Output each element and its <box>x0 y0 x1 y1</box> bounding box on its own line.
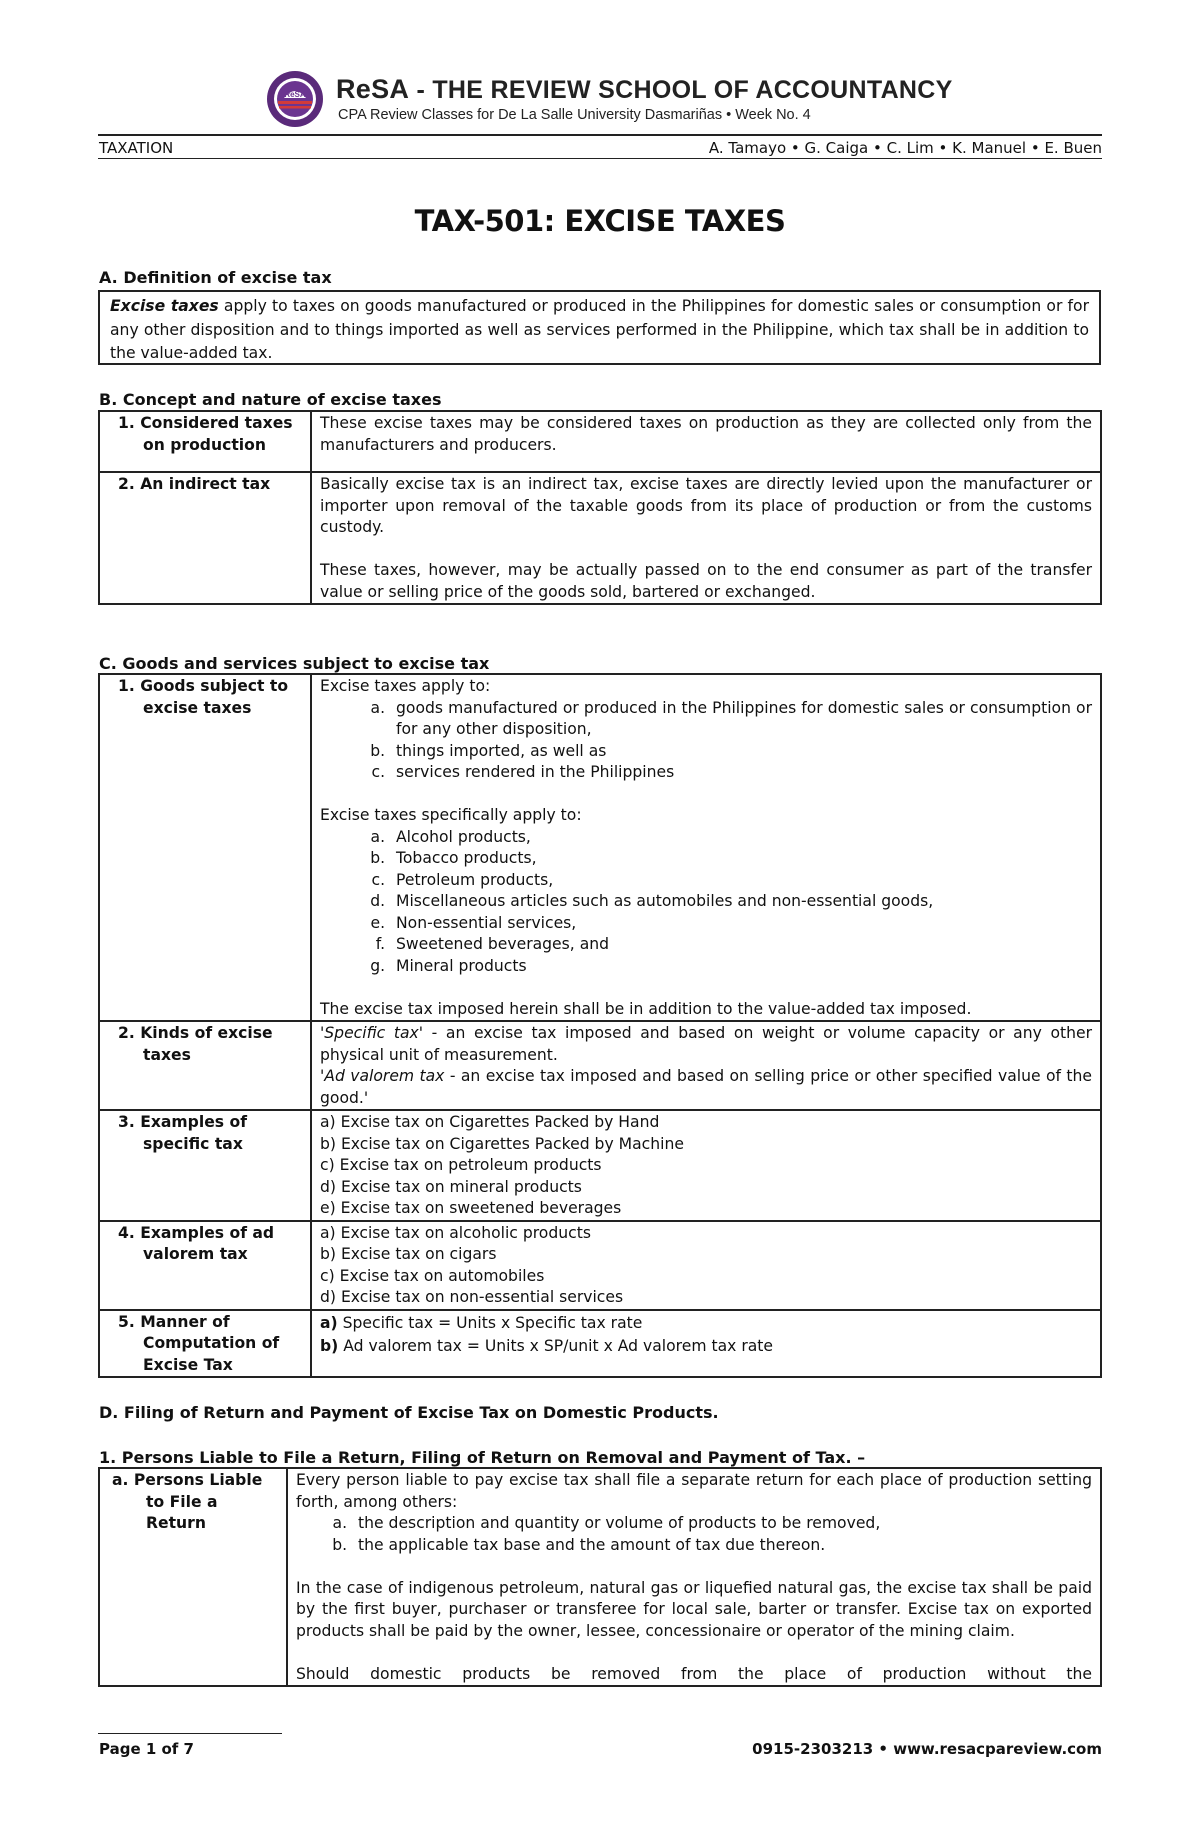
table-row <box>99 1468 1101 1686</box>
footer-rule <box>98 1733 282 1734</box>
table-row <box>99 1110 1101 1221</box>
section-d-heading: D. Filing of Return and Payment of Excise Tax on Domestic Products. <box>99 1403 719 1422</box>
subject-label: TAXATION <box>99 139 174 157</box>
resa-logo <box>266 70 324 128</box>
row-text <box>311 472 1101 604</box>
list-item: c. Petroleum products, <box>390 870 1092 892</box>
authors-label: A. Tamayo • G. Caiga • C. Lim • K. Manuel • E. Buen <box>708 139 1102 157</box>
list-item: c) Excise tax on automobiles <box>320 1266 545 1285</box>
specific-goods-list <box>320 827 1092 978</box>
list-item: b. the applicable tax base and the amount of tax due thereon. <box>352 1535 1092 1557</box>
row-text <box>287 1468 1101 1686</box>
list-item: a. the description and quantity or volume of products to be removed, <box>352 1513 1092 1535</box>
row-text <box>311 1221 1101 1310</box>
definition-term: Excise taxes <box>110 297 219 315</box>
goods-list <box>320 698 1092 784</box>
list-item: d) Excise tax on non-essential services <box>320 1288 624 1306</box>
row-text <box>311 1110 1101 1221</box>
list-item: e. Non-essential services, <box>390 913 1092 935</box>
formula: a) Specific tax = Units x Specific tax rate <box>320 1313 643 1332</box>
row-label: 4. Examples of ad valorem tax <box>99 1221 311 1310</box>
paragraph: These taxes, however, may be actually passed on to the end consumer as part of the transfer value or selling price of the goods sold, bartered or exchanged. <box>320 561 1092 601</box>
closing-note: The excise tax imposed herein shall be in addition to the value-added tax imposed. <box>320 999 972 1018</box>
section-b-heading: B. Concept and nature of excise taxes <box>99 390 442 409</box>
term-text: - an excise tax imposed and based on selling price or other specified value of the good.' <box>320 1067 1092 1107</box>
list-item: f. Sweetened beverages, and <box>390 934 1092 956</box>
table-row <box>99 1021 1101 1110</box>
list-item: a) Excise tax on alcoholic products <box>320 1223 591 1242</box>
table-row <box>99 674 1101 1021</box>
list-item: d. Miscellaneous articles such as automobiles and non-essential goods, <box>390 891 1092 913</box>
list-item: c) Excise tax on petroleum products <box>320 1156 602 1174</box>
list-intro: Excise taxes specifically apply to: <box>320 806 582 824</box>
row-label: 1. Goods subject to excise taxes <box>99 674 311 1021</box>
section-c-table <box>98 673 1102 1378</box>
row-label: a. Persons Liable to File a Return <box>99 1468 287 1686</box>
section-c-heading: C. Goods and services subject to excise tax <box>99 654 490 673</box>
section-d-subheading: 1. Persons Liable to File a Return, Filing of Return on Removal and Payment of Tax. – <box>99 1448 866 1467</box>
term-text: - an excise tax imposed and based on weight or volume capacity or any other physical unit of measurement. <box>320 1024 1092 1064</box>
row-text <box>311 1021 1101 1110</box>
formula: b) Ad valorem tax = Units x SP/unit x Ad valorem tax rate <box>320 1337 774 1355</box>
list-intro: Excise taxes apply to: <box>320 677 491 695</box>
table-row <box>99 411 1101 472</box>
header-rule <box>98 134 1102 136</box>
list-item: d) Excise tax on mineral products <box>320 1177 582 1196</box>
list-item: g. Mineral products <box>390 956 1092 978</box>
list-item: b. Tobacco products, <box>390 848 1092 870</box>
brand-rest: - THE REVIEW SCHOOL OF ACCOUNTANCY <box>409 76 953 104</box>
logo-text: ReSA <box>284 90 306 99</box>
row-text <box>311 1310 1101 1378</box>
list-item: b) Excise tax on cigars <box>320 1245 497 1263</box>
header-subtitle: CPA Review Classes for De La Salle University Dasmariñas • Week No. 4 <box>338 107 811 123</box>
row-label: 3. Examples of specific tax <box>99 1110 311 1221</box>
header-title <box>336 74 953 105</box>
list-item: a. Alcohol products, <box>390 827 1092 849</box>
term: 'Ad valorem tax <box>320 1067 445 1085</box>
table-row <box>99 1310 1101 1378</box>
paragraph: Every person liable to pay excise tax shall file a separate return for each place of production setting forth, among others: <box>296 1471 1092 1511</box>
row-label: 2. Kinds of excise taxes <box>99 1021 311 1110</box>
section-d-table <box>98 1467 1102 1687</box>
table-row <box>99 472 1101 604</box>
list-item: a. goods manufactured or produced in the Philippines for domestic sales or consumption or for any other disposition, <box>390 698 1092 741</box>
footer-contact: 0915-2303213 • www.resacpareview.com <box>752 1740 1102 1758</box>
row-text: These excise taxes may be considered taxes on production as they are collected only from the manufacturers and producers. <box>311 411 1101 472</box>
paragraph: Basically excise tax is an indirect tax, excise taxes are directly levied upon the manufacturer or importer upon removal of the taxable goods from its place of production or from the customs custody. <box>320 475 1092 536</box>
page-title: TAX-501: EXCISE TAXES <box>414 204 786 238</box>
table-row <box>99 1221 1101 1310</box>
definition-text: apply to taxes on goods manufactured or produced in the Philippines for domestic sales or consumption or for any other disposition and to things imported as well as services performed in the Philippine, which tax shall be in addition to the value-added tax. <box>110 297 1089 362</box>
paragraph: Should domestic products be removed from the place of production without the <box>296 1664 1092 1683</box>
row-label: 1. Considered taxes on production <box>99 411 311 472</box>
return-contents-list <box>296 1513 1092 1556</box>
list-item: b) Excise tax on Cigarettes Packed by Machine <box>320 1134 684 1153</box>
row-text <box>311 674 1101 1021</box>
brand: ReSA <box>336 74 410 104</box>
definition-box <box>98 290 1101 365</box>
list-item: c. services rendered in the Philippines <box>390 762 1092 784</box>
paragraph: In the case of indigenous petroleum, natural gas or liquefied natural gas, the excise tax shall be paid by the first buyer, purchaser or transferee for local sale, barter or transfer. Excise tax on exported products shall be paid by the owner, lessee, concessionaire or operator of the mining claim. <box>296 1578 1092 1640</box>
term: 'Specific tax' <box>320 1024 424 1042</box>
row-label: 5. Manner of Computation of Excise Tax <box>99 1310 311 1378</box>
section-b-table <box>98 410 1102 605</box>
list-item: a) Excise tax on Cigarettes Packed by Hand <box>320 1113 660 1131</box>
list-item: b. things imported, as well as <box>390 741 1092 763</box>
list-item: e) Excise tax on sweetened beverages <box>320 1199 622 1217</box>
row-label: 2. An indirect tax <box>99 472 311 604</box>
page-number: Page 1 of 7 <box>99 1740 194 1758</box>
header-rule-bottom <box>98 158 1102 159</box>
section-a-heading: A. Definition of excise tax <box>99 268 332 287</box>
